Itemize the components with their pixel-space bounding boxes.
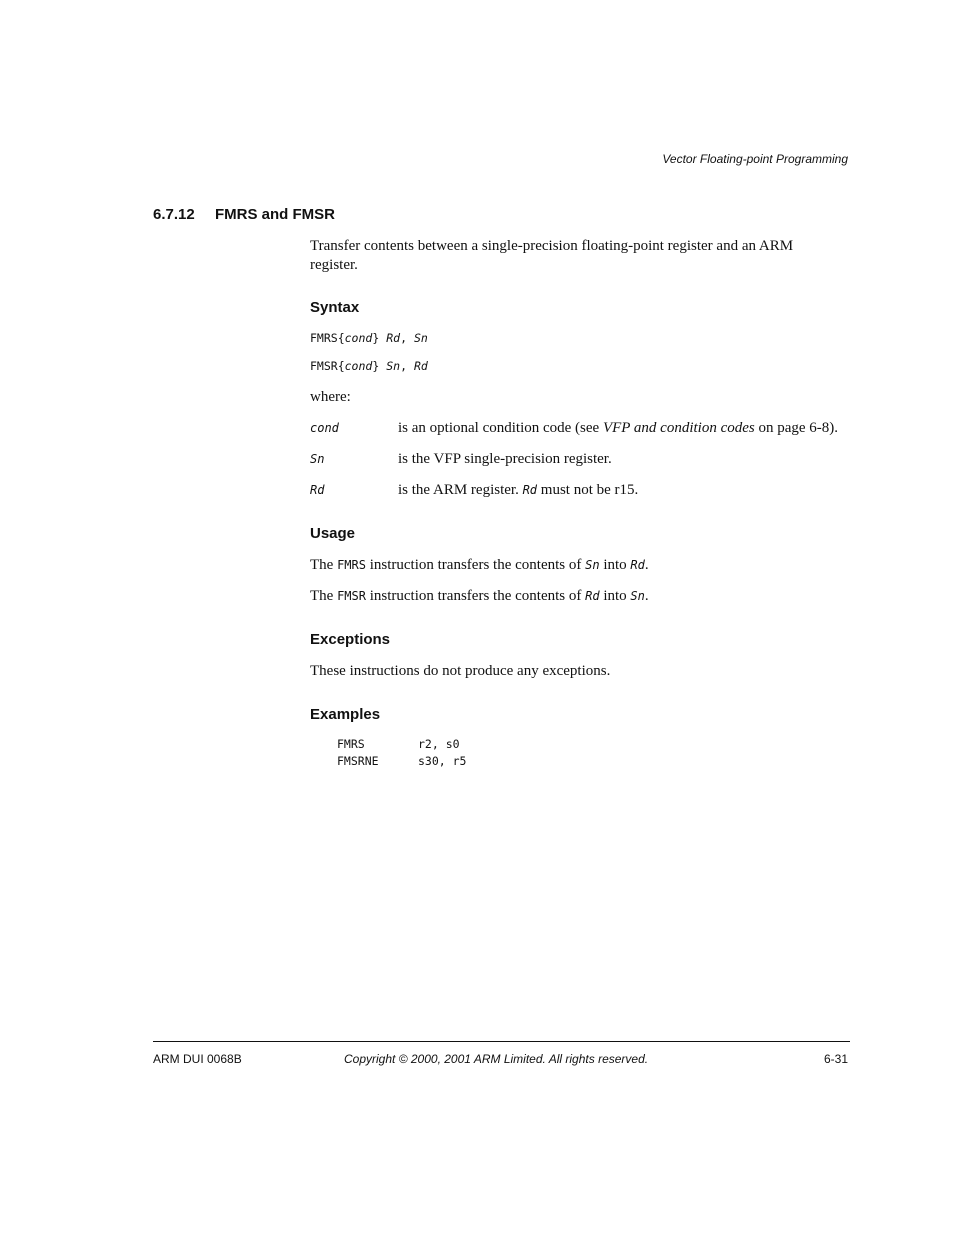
usage-instruction: FMSR — [337, 589, 366, 603]
usage-text: instruction transfers the contents of — [365, 588, 586, 604]
where-label: where: — [310, 389, 351, 405]
syntax-operand: Rd — [386, 331, 401, 345]
definition-text: is the ARM register. — [398, 482, 523, 498]
syntax-cond: cond — [344, 331, 373, 345]
syntax-close: } — [372, 331, 380, 345]
example-args: r2, s0 — [418, 737, 460, 751]
section-title: FMRS and FMSR — [215, 206, 335, 223]
definition-term: Sn — [310, 452, 325, 466]
syntax-operand: Rd — [413, 359, 428, 373]
running-header: Vector Floating-point Programming — [662, 152, 848, 166]
syntax-comma: , — [400, 359, 407, 373]
footer-rule — [153, 1041, 850, 1042]
definition-desc: is the VFP single-precision register. — [398, 451, 612, 467]
definition-text: must not be r15. — [537, 482, 639, 498]
syntax-operand: Sn — [413, 331, 428, 345]
definition-code: Rd — [522, 483, 538, 497]
syntax-mnemonic: FMRS{ — [310, 331, 345, 345]
usage-text: . — [644, 588, 649, 604]
usage-text: instruction transfers the contents of — [365, 557, 586, 573]
footer-page-number: 6-31 — [823, 1052, 848, 1066]
syntax-cond: cond — [344, 359, 373, 373]
usage-instruction: FMRS — [337, 558, 366, 572]
usage-text: . — [644, 557, 649, 573]
usage-text: The — [310, 588, 338, 604]
usage-operand: Rd — [585, 589, 600, 603]
syntax-mnemonic: FMSR{ — [310, 359, 345, 373]
definition-desc — [398, 419, 838, 438]
example-op: FMRS — [337, 737, 365, 751]
examples-heading: Examples — [310, 706, 381, 723]
definition-term: cond — [310, 421, 339, 435]
syntax-comma: , — [400, 331, 407, 345]
syntax-operand: Sn — [386, 359, 401, 373]
usage-operand: Sn — [630, 589, 645, 603]
usage-text: into — [599, 557, 631, 573]
exceptions-text: These instructions do not produce any exceptions. — [310, 663, 611, 679]
usage-heading: Usage — [310, 525, 356, 542]
syntax-heading: Syntax — [310, 299, 360, 316]
usage-text: The — [310, 557, 338, 573]
usage-operand: Rd — [630, 558, 645, 572]
usage-text: into — [599, 588, 631, 604]
footer-doc-id: ARM DUI 0068B — [153, 1052, 242, 1066]
syntax-close: } — [372, 359, 380, 373]
definition-desc — [398, 481, 638, 500]
syntax-line-fmrs — [310, 331, 428, 345]
definition-text: is an optional condition code (see — [398, 420, 603, 436]
syntax-line-fmsr — [310, 359, 428, 373]
section-number: 6.7.12 — [153, 206, 195, 223]
example-op: FMSRNE — [337, 754, 379, 768]
usage-paragraph — [310, 587, 649, 606]
footer-copyright: Copyright © 2000, 2001 ARM Limited. All rights reserved. — [344, 1052, 649, 1066]
example-args: s30, r5 — [418, 754, 467, 768]
exceptions-heading: Exceptions — [310, 631, 391, 648]
section-intro: Transfer contents between a single-precision floating-point register and an ARM register. — [310, 238, 794, 273]
definition-term: Rd — [310, 483, 325, 497]
definition-text: on page 6-8). — [754, 420, 839, 436]
usage-operand: Sn — [585, 558, 600, 572]
usage-paragraph — [310, 556, 649, 575]
cross-reference-link[interactable]: VFP and condition codes — [602, 420, 755, 436]
